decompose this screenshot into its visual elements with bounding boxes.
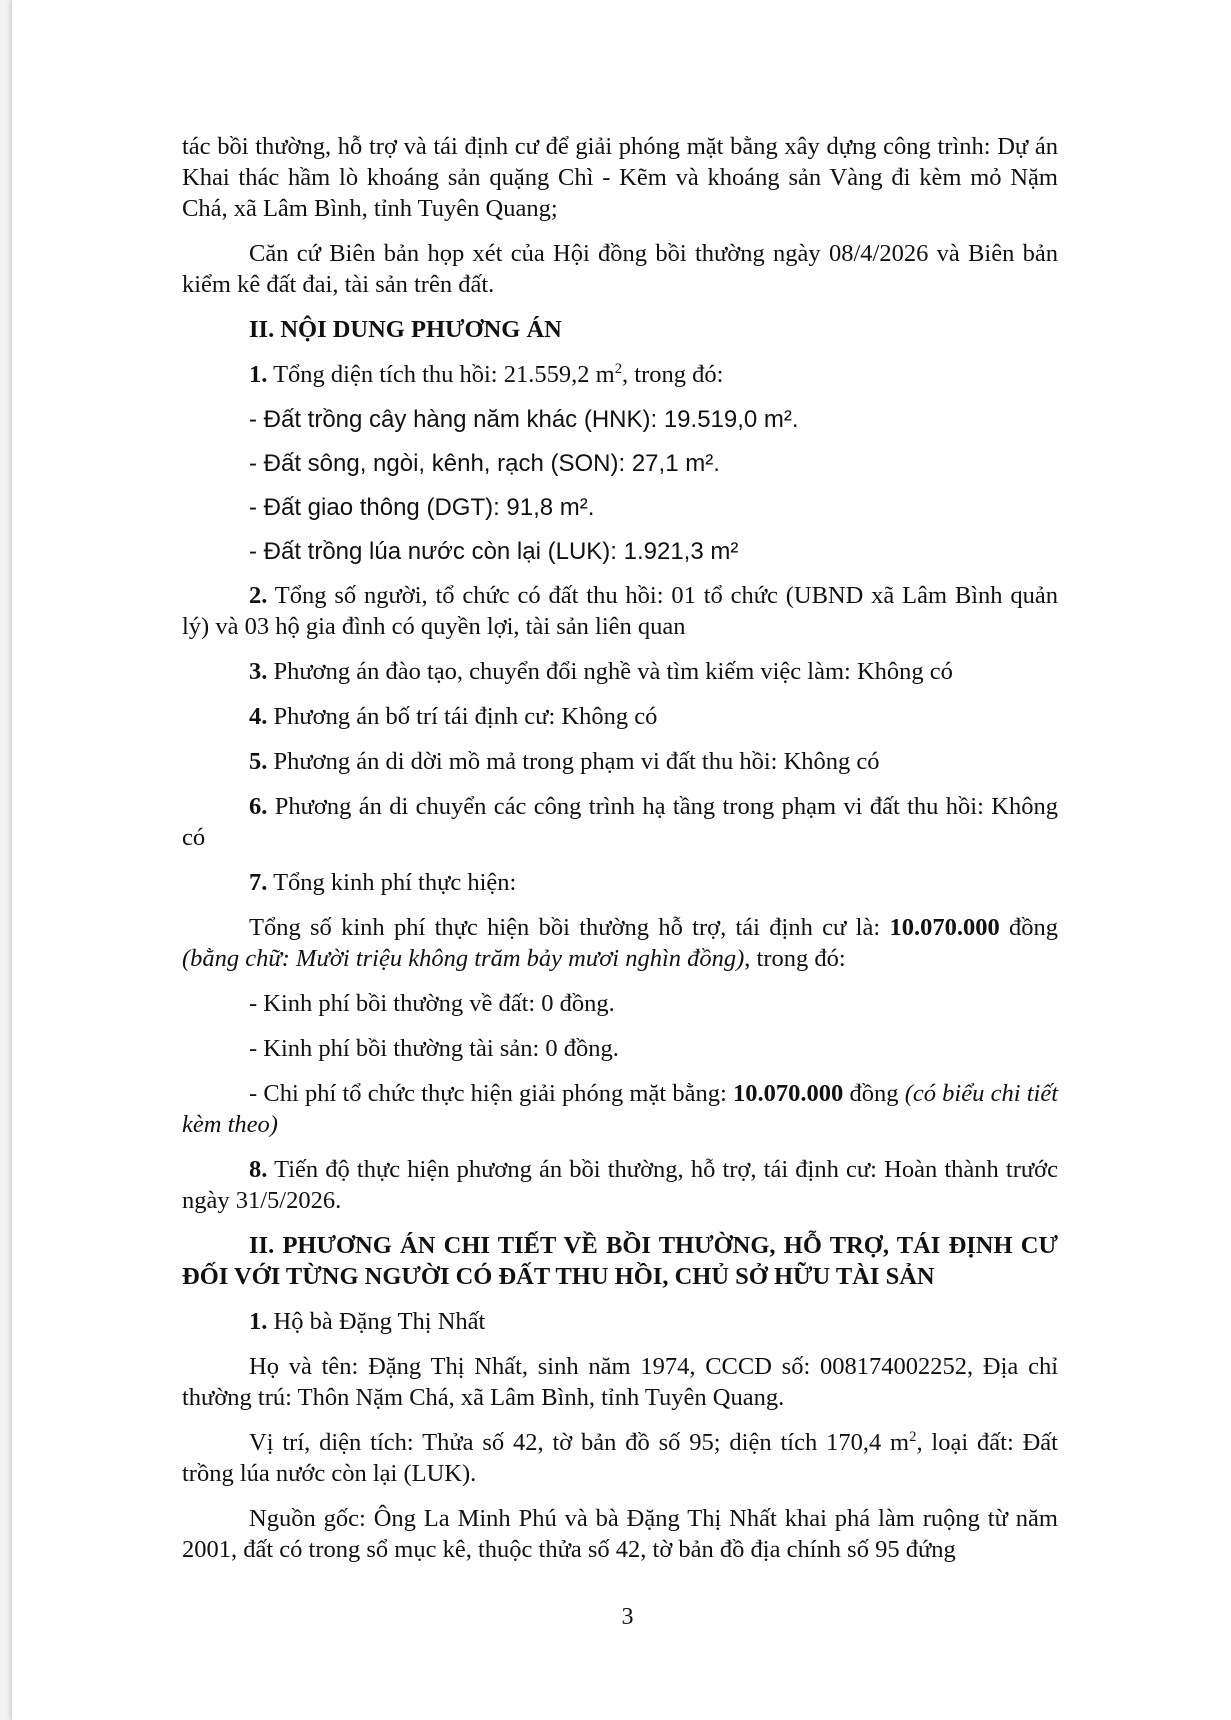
land-type-son: - Đất sông, ngòi, kênh, rạch (SON): 27,1 m².	[249, 450, 720, 477]
household-1-location	[182, 1427, 1058, 1489]
funding-asset: - Kinh phí bồi thường tài sản: 0 đồng.	[249, 1035, 619, 1062]
funding-org-amount: 10.070.000	[733, 1080, 844, 1107]
location-tail: , loại đất: Đất trồng lúa nước còn lại (LUK).	[182, 1429, 1058, 1487]
item-number: 8.	[249, 1156, 268, 1183]
land-type-luk: - Đất trồng lúa nước còn lại (LUK): 1.921,3 m²	[249, 538, 739, 565]
funding-org-note: (có biểu chi tiết kèm theo)	[182, 1080, 1058, 1138]
item-text: Phương án bố trí tái định cư: Không có	[273, 703, 658, 730]
item-number: 7.	[249, 869, 268, 896]
item-5	[182, 746, 1058, 777]
item-8	[182, 1154, 1058, 1216]
funding-lead: Tổng số kinh phí thực hiện bồi thường hỗ trợ, tái định cư là:	[249, 914, 890, 941]
item-6	[182, 791, 1058, 853]
household-1-identity: Họ và tên: Đặng Thị Nhất, sinh năm 1974, CCCD số: 008174002252, Địa chỉ thường trú: Thôn Nặm Chá, xã Lâm Bình, tỉnh Tuyên Quang.	[182, 1353, 1058, 1411]
intro-paragraph: tác bồi thường, hỗ trợ và tái định cư để giải phóng mặt bằng xây dựng công trình: Dự án Khai thác hầm lò khoáng sản quặng Chì - Kẽm và khoáng sản Vàng đi kèm mỏ Nặm Chá, xã Lâm Bình, tỉnh Tuyên Quang;	[182, 133, 1058, 222]
item-number: 2.	[249, 582, 268, 609]
item-2	[182, 580, 1058, 642]
item-7	[182, 867, 1058, 898]
section-title-detail: II. PHƯƠNG ÁN CHI TIẾT VỀ BỒI THƯỜNG, HỖ TRỢ, TÁI ĐỊNH CƯ ĐỐI VỚI TỪNG NGƯỜI CÓ ĐẤT THU HỒI, CHỦ SỞ HỮU TÀI SẢN	[182, 1232, 1058, 1290]
funding-land: - Kinh phí bồi thường về đất: 0 đồng.	[249, 990, 615, 1017]
document-page	[12, 0, 1231, 1720]
funding-org	[182, 1078, 1058, 1140]
funding-unit: đồng	[999, 914, 1058, 941]
item-text: Tổng diện tích thu hồi: 21.559,2 m	[273, 361, 615, 388]
item-text: Phương án di dời mồ mả trong phạm vi đất thu hồi: Không có	[273, 748, 880, 775]
funding-org-unit: đồng	[843, 1080, 905, 1107]
funding-tail: , trong đó:	[744, 945, 846, 972]
superscript: 2	[614, 360, 623, 377]
funding-total	[182, 912, 1058, 974]
item-number: 4.	[249, 703, 268, 730]
item-1	[182, 359, 1058, 390]
item-number: 5.	[249, 748, 268, 775]
document-body	[182, 131, 1058, 1579]
household-1-heading	[182, 1306, 1058, 1337]
item-4	[182, 701, 1058, 732]
location-text: Vị trí, diện tích: Thửa số 42, tờ bản đồ số 95; diện tích 170,4 m	[249, 1429, 910, 1456]
item-number: 6.	[249, 793, 268, 820]
basis-paragraph: Căn cứ Biên bản họp xét của Hội đồng bồi thường ngày 08/4/2026 và Biên bản kiểm kê đất đai, tài sản trên đất.	[182, 240, 1058, 298]
item-text: Phương án di chuyển các công trình hạ tầng trong phạm vi đất thu hồi: Không có	[182, 793, 1058, 851]
item-text: Tổng kinh phí thực hiện:	[273, 869, 517, 896]
household-name: Hộ bà Đặng Thị Nhất	[273, 1308, 486, 1335]
funding-amount: 10.070.000	[889, 914, 1000, 941]
section-title-content: II. NỘI DUNG PHƯƠNG ÁN	[249, 316, 562, 343]
land-type-dgt: - Đất giao thông (DGT): 91,8 m².	[249, 494, 595, 521]
item-text-tail: , trong đó:	[622, 361, 724, 388]
funding-words: (bằng chữ: Mười triệu không trăm bảy mươi nghìn đồng)	[182, 945, 745, 972]
item-text: Tổng số người, tổ chức có đất thu hồi: 01 tổ chức (UBND xã Lâm Bình quản lý) và 03 hộ gia đình có quyền lợi, tài sản liên quan	[182, 582, 1058, 640]
item-number: 1.	[249, 361, 268, 388]
household-1-origin: Nguồn gốc: Ông La Minh Phú và bà Đặng Thị Nhất khai phá làm ruộng từ năm 2001, đất có trong sổ mục kê, thuộc thửa số 42, tờ bản đồ địa chính số 95 đứng	[182, 1505, 1058, 1563]
page-number: 3	[621, 1604, 634, 1630]
funding-org-lead: - Chi phí tổ chức thực hiện giải phóng mặt bằng:	[249, 1080, 734, 1107]
item-text: Tiến độ thực hiện phương án bồi thường, hỗ trợ, tái định cư: Hoàn thành trước ngày 31/5/2026.	[182, 1156, 1058, 1214]
superscript: 2	[909, 1428, 917, 1445]
item-text: Phương án đào tạo, chuyển đổi nghề và tìm kiếm việc làm: Không có	[273, 658, 953, 685]
item-number: 3.	[249, 658, 268, 685]
item-number: 1.	[249, 1308, 268, 1335]
land-type-hnk: - Đất trồng cây hàng năm khác (HNK): 19.519,0 m².	[249, 406, 799, 433]
item-3	[182, 656, 1058, 687]
